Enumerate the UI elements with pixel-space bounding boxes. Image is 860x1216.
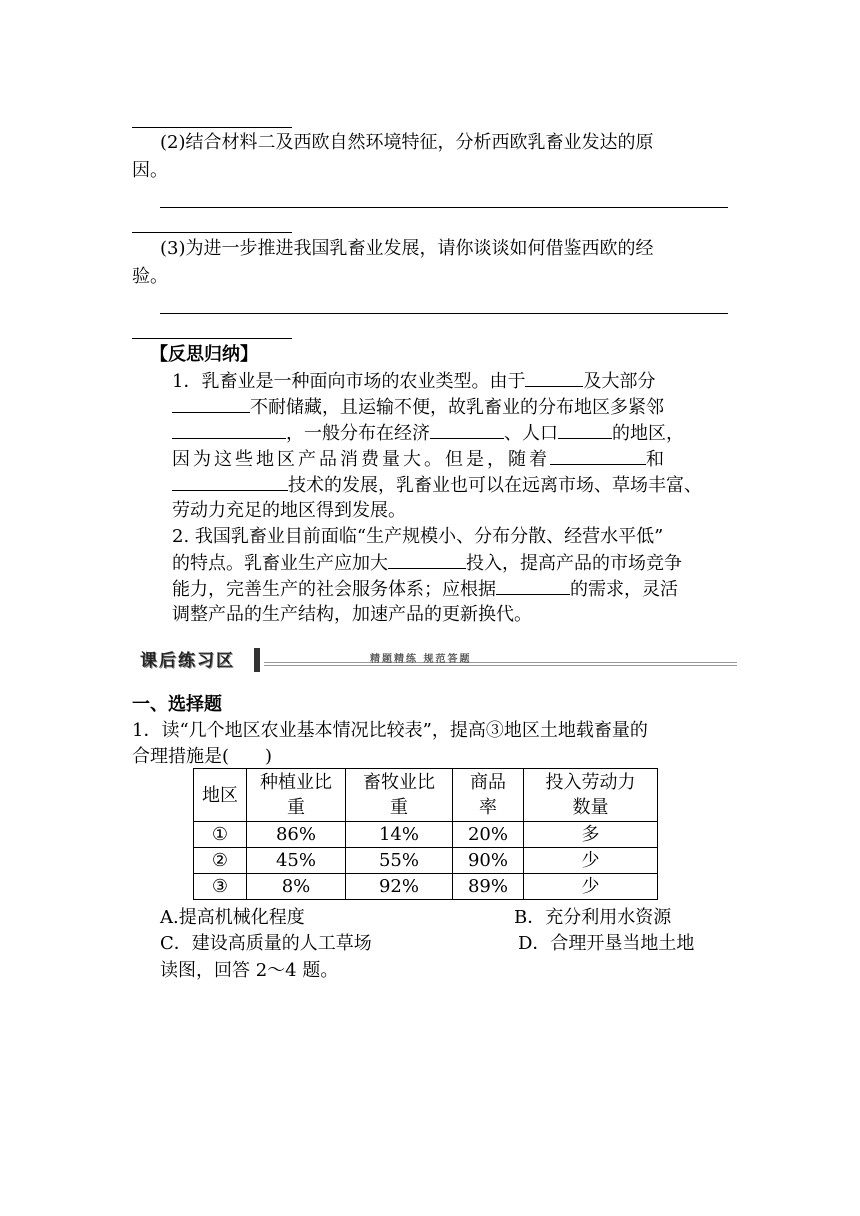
table-cell: 89%	[453, 874, 524, 900]
reflect-p2-line2	[172, 550, 682, 577]
reflect-p1-line2	[172, 394, 664, 421]
fill-blank	[550, 446, 646, 465]
table-cell: 55%	[346, 848, 453, 874]
reflect-text: 、人口	[504, 423, 558, 444]
reflect-p1-line3	[172, 420, 684, 447]
reflect-text: 的地区，	[612, 423, 684, 444]
table-cell: 少	[524, 874, 658, 900]
divider	[264, 662, 737, 663]
part1-heading: 一、选择题	[132, 694, 222, 715]
table-header-cell: 种植业比 重	[247, 769, 346, 822]
reflect-text: 不耐储藏，且运输不便，故乳畜业的分布地区多紧邻	[250, 397, 664, 418]
reflect-text: 1．乳畜业是一种面向市场的农业类型。由于	[172, 371, 526, 392]
next-question-prompt: 读图，回答 2～4 题。	[160, 960, 339, 981]
divider	[264, 665, 737, 666]
answer-line	[160, 313, 728, 314]
table-header-cell: 商品 率	[453, 769, 524, 822]
table-cell: ②	[194, 848, 247, 874]
fill-blank	[172, 472, 288, 491]
fill-blank	[430, 420, 504, 439]
fill-blank	[525, 368, 583, 387]
table-cell: 92%	[346, 874, 453, 900]
reflect-text: 投入，提高产品的市场竞争	[466, 553, 682, 574]
reflect-text: ，一般分布在经济	[286, 423, 430, 444]
reflect-text: 的需求，灵活	[570, 579, 678, 600]
table-header-cell: 畜牧业比 重	[346, 769, 453, 822]
fill-blank	[388, 550, 466, 569]
table-cell: 45%	[247, 848, 346, 874]
reflect-heading: 【反思归纳】	[150, 344, 258, 365]
answer-line	[132, 127, 292, 128]
answer-line	[160, 207, 728, 208]
section-marker	[254, 648, 260, 672]
q1-text-line2: 合理措施是( )	[132, 746, 273, 767]
reflect-text: 技术的发展，乳畜业也可以在远离市场、草场丰富、	[288, 475, 702, 496]
table-header-cell: 投入劳动力 数量	[524, 769, 658, 822]
table-row	[194, 874, 658, 900]
fill-blank	[496, 576, 570, 595]
reflect-p1-line6: 劳动力充足的地区得到发展。	[172, 500, 406, 521]
q1-text-line1: 1．读“几个地区农业基本情况比较表”，提高③地区土地载畜量的	[132, 720, 648, 741]
q3-text-line1: (3)为进一步推进我国乳畜业发展，请你谈谈如何借鉴西欧的经	[160, 238, 654, 259]
reflect-text: 和	[646, 449, 667, 470]
agriculture-comparison-table	[193, 768, 658, 900]
table-cell: 90%	[453, 848, 524, 874]
reflect-p1-line5	[172, 472, 702, 499]
option-c[interactable]: C．建设高质量的人工草场	[160, 933, 372, 954]
table-header-cell: 地区	[194, 769, 247, 822]
table-cell: 8%	[247, 874, 346, 900]
table-cell: 14%	[346, 822, 453, 848]
reflect-text: 的特点。乳畜业生产应加大	[172, 553, 388, 574]
table-cell: 86%	[247, 822, 346, 848]
fill-blank	[172, 394, 250, 413]
fill-blank	[558, 420, 612, 439]
answer-line	[132, 232, 292, 233]
fill-blank	[172, 420, 286, 439]
table-header-row	[194, 769, 658, 822]
reflect-text: 能力，完善生产的社会服务体系；应根据	[172, 579, 496, 600]
reflect-p2-line4: 调整产品的生产结构，加速产品的更新换代。	[172, 604, 532, 625]
option-b[interactable]: B．充分利用水资源	[514, 907, 672, 928]
reflect-p1-line4	[172, 446, 667, 473]
table-cell: 少	[524, 848, 658, 874]
table-cell: 20%	[453, 822, 524, 848]
reflect-p1-line1	[172, 368, 655, 395]
section-header	[132, 646, 737, 676]
q2-text-line1: (2)结合材料二及西欧自然环境特征，分析西欧乳畜业发达的原	[160, 132, 654, 153]
table-row	[194, 848, 658, 874]
q2-text-line2: 因。	[132, 160, 168, 181]
section-title: 课后练习区	[140, 651, 235, 671]
reflect-text: 因为这些地区产品消费量大。但是，随着	[172, 449, 550, 470]
option-a[interactable]: A.提高机械化程度	[160, 907, 305, 928]
reflect-text: 及大部分	[583, 371, 656, 392]
reflect-p2-line1: 2. 我国乳畜业目前面临“生产规模小、分布分散、经营水平低”	[172, 526, 664, 547]
table-cell: ①	[194, 822, 247, 848]
section-subtitle: 精题精练 规范答题	[370, 654, 472, 665]
table-cell: ③	[194, 874, 247, 900]
option-d[interactable]: D．合理开垦当地土地	[518, 933, 695, 954]
reflect-p2-line3	[172, 576, 678, 603]
table-cell: 多	[524, 822, 658, 848]
answer-line	[132, 338, 292, 339]
table-row	[194, 822, 658, 848]
q3-text-line2: 验。	[132, 266, 168, 287]
